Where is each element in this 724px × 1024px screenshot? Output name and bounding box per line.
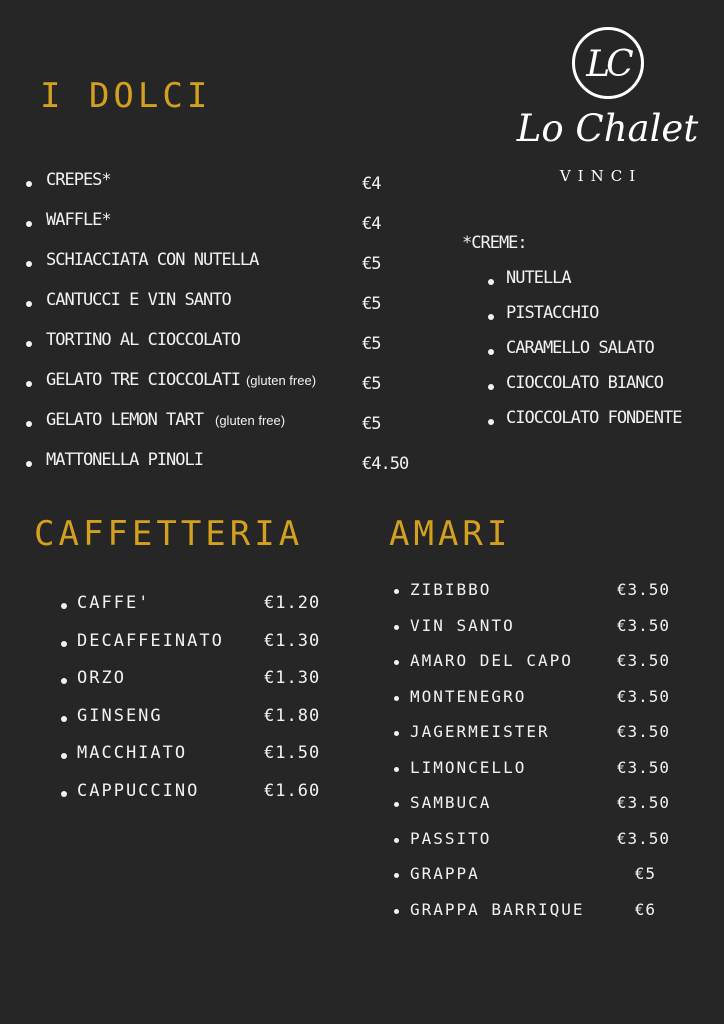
dolci-item [26,250,426,290]
bullet-icon [26,221,32,227]
bullet-icon [61,678,67,684]
amari-item [394,580,670,616]
bullet-icon [488,419,494,425]
amari-item-price: €3.50 [616,615,670,635]
amari-item [394,829,670,865]
caffetteria-item [61,706,331,743]
logo-monogram: LC [586,44,630,85]
caffetteria-item-price: €1.80 [264,705,321,726]
bullet-icon [394,625,399,630]
bullet-icon [394,696,399,701]
dolci-item-price: €4 [362,174,381,194]
dolci-item-price: €5 [362,374,381,394]
amari-item [394,687,670,723]
dolci-list [26,170,426,490]
bullet-icon [61,641,67,647]
amari-item-price: €3.50 [616,793,670,812]
bullet-icon [61,716,67,722]
amari-item-name: GRAPPA BARRIQUE [410,899,585,919]
bullet-icon [394,767,399,772]
amari-item [394,793,670,829]
amari-item-price: €6 [634,899,656,919]
bullet-icon [488,384,494,390]
dolci-item-price: €5 [362,334,381,354]
caffetteria-item-name: GINSENG [77,705,163,726]
bullet-icon [61,753,67,759]
bullet-icon [26,301,32,307]
creme-item [488,338,708,373]
dolci-item-price: €4 [362,214,381,234]
creme-item-name: PISTACCHIO [506,303,599,323]
creme-title: *CREME: [462,233,527,253]
dolci-item-name: MATTONELLA PINOLI [46,450,203,470]
dolci-item-name-text: GELATO TRE CIOCCOLATI [46,370,240,390]
amari-item-price: €3.50 [616,651,670,670]
dolci-item-note: (gluten free) [245,373,317,388]
bullet-icon [394,838,399,843]
caffetteria-item-price: €1.30 [264,668,321,688]
creme-item-name: CIOCCOLATO BIANCO [506,373,663,393]
dolci-item-name: CREPES* [46,170,111,190]
logo-name: Lo Chalet [516,107,699,150]
amari-title: AMARI [389,514,512,554]
bullet-icon [394,909,399,914]
creme-item [488,373,708,408]
amari-item-price: €3.50 [616,580,670,599]
caffetteria-item-price: €1.30 [264,630,321,651]
amari-item-price: €3.50 [616,828,670,848]
caffetteria-item-name: CAFFE' [77,593,151,613]
dolci-item [26,410,426,450]
amari-item [394,722,670,758]
bullet-icon [26,461,32,467]
caffetteria-item-name: MACCHIATO [77,743,188,763]
creme-item-name: CIOCCOLATO FONDENTE [506,408,682,428]
dolci-item [26,210,426,250]
creme-item-name: CARAMELLO SALATO [506,338,654,358]
caffetteria-item [61,593,331,630]
dolci-title: I DOLCI [40,76,212,116]
logo-subtitle: VINCI [559,167,643,185]
amari-item-price: €5 [634,864,656,883]
dolci-item [26,370,426,410]
creme-item [488,303,708,338]
bullet-icon [488,279,494,285]
creme-list [488,268,708,443]
amari-item [394,758,670,794]
dolci-item-name-text: GELATO LEMON TART [46,410,203,430]
dolci-item-name: CANTUCCI E VIN SANTO [46,290,231,310]
amari-list [394,580,670,936]
dolci-item-note: (gluten free) [215,413,286,428]
bullet-icon [26,421,32,427]
caffetteria-item-price: €1.20 [264,593,321,613]
bullet-icon [26,381,32,387]
bullet-icon [488,314,494,320]
amari-item-name: JAGERMEISTER [410,722,550,741]
lo-chalet-logo [510,25,705,190]
amari-item [394,900,670,936]
amari-item-name: PASSITO [410,828,492,848]
dolci-item-price: €5 [362,294,381,314]
bullet-icon [26,181,32,187]
caffetteria-item [61,781,331,818]
amari-item-name: LIMONCELLO [410,757,527,777]
caffetteria-item-price: €1.50 [264,743,321,763]
caffetteria-item [61,631,331,668]
dolci-item [26,450,426,490]
creme-item [488,268,708,303]
bullet-icon [394,731,399,736]
dolci-item [26,170,426,210]
dolci-item-name [46,370,316,390]
logo-monogram-circle [572,27,644,99]
caffetteria-item-price: €1.60 [264,780,321,801]
bullet-icon [488,349,494,355]
dolci-item [26,290,426,330]
caffetteria-list [61,593,331,815]
dolci-item-price: €5 [362,414,381,434]
amari-item-name: SAMBUCA [410,793,492,812]
dolci-item [26,330,426,370]
caffetteria-item-name: ORZO [77,668,126,688]
caffetteria-item-name: DECAFFEINATO [77,630,224,651]
amari-item [394,864,670,900]
dolci-item-name: SCHIACCIATA CON NUTELLA [46,250,259,270]
bullet-icon [394,873,399,878]
bullet-icon [61,603,67,609]
caffetteria-title: CAFFETTERIA [34,514,304,554]
dolci-item-name: WAFFLE* [46,210,111,230]
amari-item-name: AMARO DEL CAPO [410,651,573,670]
amari-item-name: GRAPPA [410,864,480,883]
amari-item-price: €3.50 [616,722,670,741]
creme-item-name: NUTELLA [506,268,571,288]
bullet-icon [394,589,399,594]
bullet-icon [394,660,399,665]
amari-item [394,651,670,687]
amari-item-name: VIN SANTO [410,615,515,635]
caffetteria-item [61,668,331,705]
amari-item-name: ZIBIBBO [410,580,492,599]
caffetteria-item [61,743,331,780]
dolci-item-name [46,410,285,430]
creme-item [488,408,708,443]
bullet-icon [26,341,32,347]
bullet-icon [394,802,399,807]
bullet-icon [26,261,32,267]
dolci-item-name: TORTINO AL CIOCCOLATO [46,330,240,350]
amari-item-name: MONTENEGRO [410,686,527,706]
amari-item-price: €3.50 [616,757,670,777]
bullet-icon [61,791,67,797]
caffetteria-item-name: CAPPUCCINO [77,780,200,801]
dolci-item-price: €5 [362,254,381,274]
amari-item [394,616,670,652]
amari-item-price: €3.50 [616,686,670,706]
dolci-item-price: €4.50 [362,454,409,474]
